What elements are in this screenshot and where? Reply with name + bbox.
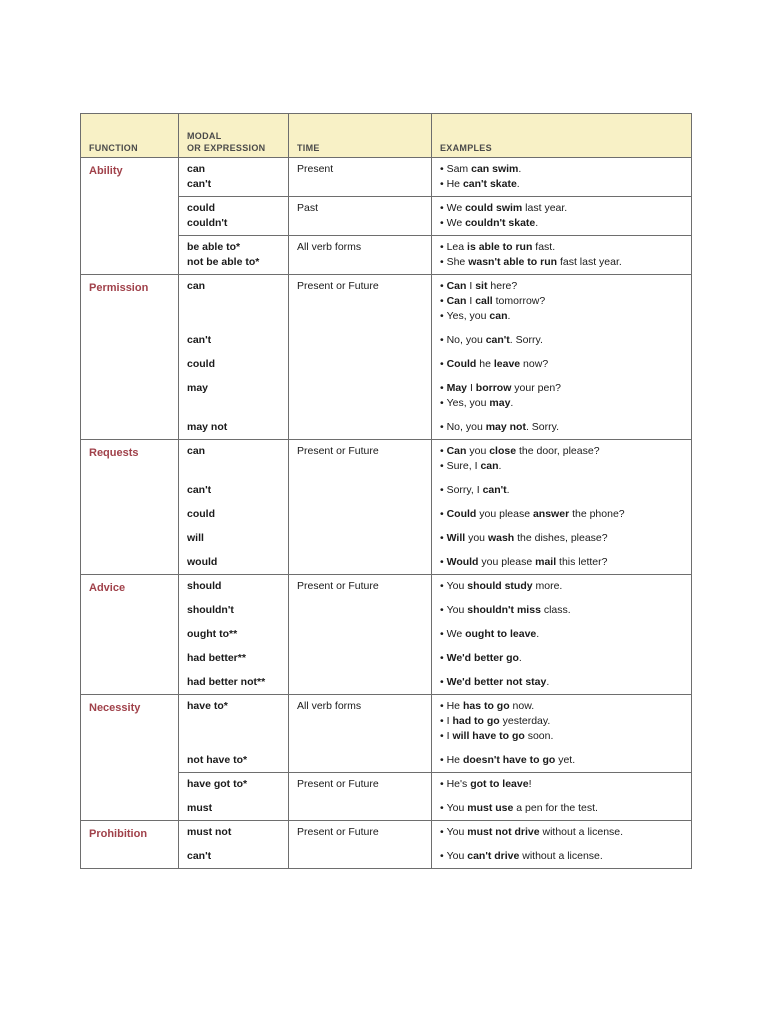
- example-text: No, you: [446, 421, 486, 433]
- example-text: the door, please?: [516, 445, 600, 457]
- examples-cell: [432, 158, 692, 197]
- example-group: [440, 753, 683, 768]
- table-row: [81, 695, 692, 773]
- example-text: you: [465, 532, 488, 544]
- example-modal-phrase: can't: [482, 484, 507, 496]
- examples-cell: [432, 821, 692, 869]
- example-text: you please: [476, 508, 533, 520]
- example-sentence: [440, 603, 683, 618]
- example-text: yesterday.: [499, 715, 551, 727]
- example-group: [440, 531, 683, 546]
- modal-expression: can't: [187, 484, 212, 496]
- example-text: I: [466, 280, 476, 292]
- example-sentence: [440, 849, 683, 864]
- example-modal-phrase: got to leave: [470, 778, 529, 790]
- example-text: now.: [509, 700, 535, 712]
- modal-cell: [179, 695, 289, 773]
- modal-expression: would: [187, 556, 218, 568]
- example-sentence: [440, 579, 683, 594]
- example-group: [440, 381, 683, 411]
- example-modal-phrase: Could: [446, 508, 477, 520]
- example-modal-phrase: will have to go: [452, 730, 525, 742]
- example-modal-phrase: Could: [446, 358, 477, 370]
- modal-expression: couldn't: [187, 217, 228, 229]
- example-modal-phrase: can swim: [471, 163, 519, 175]
- example-text: last year.: [522, 202, 568, 214]
- example-group: [440, 579, 683, 594]
- example-modal-phrase: can't drive: [467, 850, 520, 862]
- modal-cell: [179, 821, 289, 869]
- example-group: [440, 603, 683, 618]
- example-modal-phrase: Can: [446, 280, 467, 292]
- example-group: [440, 483, 683, 498]
- modal-expression: can't: [187, 850, 212, 862]
- modal-expression: had better**: [187, 652, 246, 664]
- example-group: [440, 801, 683, 816]
- example-text: He: [446, 754, 463, 766]
- example-modal-phrase: May: [446, 382, 468, 394]
- example-group: [440, 357, 683, 372]
- modal-expression: not be able to*: [187, 256, 260, 268]
- example-text: .: [506, 484, 510, 496]
- example-text: .: [507, 310, 511, 322]
- example-text: .: [536, 628, 540, 640]
- example-sentence: [440, 201, 683, 216]
- example-text: .: [518, 163, 522, 175]
- modal-expression: must not: [187, 826, 232, 838]
- examples-cell: [432, 773, 692, 821]
- example-text: more.: [532, 580, 563, 592]
- example-text: . Sorry.: [509, 334, 543, 346]
- modal-expression: should: [187, 580, 222, 592]
- example-text: I: [467, 382, 476, 394]
- example-text: He: [446, 178, 463, 190]
- example-group: [440, 279, 683, 324]
- table-body: [81, 158, 692, 869]
- example-modal-phrase: wasn't able to run: [468, 256, 558, 268]
- time-cell: Present or Future: [289, 275, 432, 440]
- modal-expression: may not: [187, 421, 228, 433]
- examples-cell: [432, 275, 692, 440]
- example-text: a pen for the test.: [513, 802, 598, 814]
- example-modal-phrase: sit: [475, 280, 488, 292]
- examples-cell: [432, 197, 692, 236]
- example-modal-phrase: call: [475, 295, 493, 307]
- example-sentence: [440, 294, 683, 309]
- example-sentence: [440, 729, 683, 744]
- header-examples: EXAMPLES: [432, 114, 692, 158]
- example-sentence: [440, 309, 683, 324]
- modal-expression: will: [187, 532, 204, 544]
- example-text: Sure, I: [446, 460, 481, 472]
- modal-expression: ought to**: [187, 628, 238, 640]
- table-row: [81, 440, 692, 575]
- example-modal-phrase: could swim: [465, 202, 523, 214]
- header-time: TIME: [289, 114, 432, 158]
- example-sentence: [440, 279, 683, 294]
- example-modal-phrase: We'd better not stay: [446, 676, 547, 688]
- example-modal-phrase: doesn't have to go: [462, 754, 556, 766]
- modal-cell: [179, 773, 289, 821]
- example-group: [440, 699, 683, 744]
- example-text: the dishes, please?: [514, 532, 608, 544]
- examples-cell: [432, 575, 692, 695]
- example-text: this letter?: [556, 556, 608, 568]
- example-sentence: [440, 420, 683, 435]
- table-row: [81, 821, 692, 869]
- modal-expression: shouldn't: [187, 604, 234, 616]
- example-sentence: [440, 531, 683, 546]
- modal-cell: [179, 575, 289, 695]
- example-modal-phrase: is able to run: [467, 241, 533, 253]
- example-text: without a license.: [539, 826, 624, 838]
- modal-expression: can: [187, 280, 206, 292]
- example-group: [440, 825, 683, 840]
- modal-expression: have to*: [187, 700, 228, 712]
- modal-cell: [179, 236, 289, 275]
- example-modal-phrase: can: [480, 460, 499, 472]
- example-sentence: [440, 216, 683, 231]
- modal-cell: [179, 158, 289, 197]
- example-modal-phrase: Can: [446, 445, 467, 457]
- example-text: your pen?: [511, 382, 562, 394]
- time-cell: Past: [289, 197, 432, 236]
- modal-expression: can't: [187, 334, 212, 346]
- time-cell: All verb forms: [289, 236, 432, 275]
- example-text: He's: [446, 778, 471, 790]
- modal-cell: [179, 440, 289, 575]
- example-sentence: [440, 444, 683, 459]
- function-cell: Permission: [81, 275, 179, 440]
- modal-expression: may: [187, 382, 209, 394]
- example-text: . Sorry.: [525, 421, 560, 433]
- example-text: now?: [520, 358, 549, 370]
- modal-cell: [179, 197, 289, 236]
- modal-expression: had better not**: [187, 676, 266, 688]
- example-modal-phrase: We'd better go: [446, 652, 519, 664]
- example-group: [440, 777, 683, 792]
- example-modal-phrase: should study: [467, 580, 533, 592]
- example-sentence: [440, 753, 683, 768]
- example-text: .: [516, 178, 520, 190]
- example-sentence: [440, 240, 683, 255]
- function-cell: Advice: [81, 575, 179, 695]
- example-text: You: [446, 802, 468, 814]
- example-group: [440, 507, 683, 522]
- example-text: .: [535, 217, 539, 229]
- example-sentence: [440, 555, 683, 570]
- example-group: [440, 420, 683, 435]
- example-sentence: [440, 177, 683, 192]
- example-modal-phrase: wash: [487, 532, 515, 544]
- example-text: No, you: [446, 334, 486, 346]
- modal-expression: be able to*: [187, 241, 241, 253]
- example-group: [440, 651, 683, 666]
- modal-expression: must: [187, 802, 213, 814]
- example-modal-phrase: Will: [446, 532, 466, 544]
- example-group: [440, 555, 683, 570]
- example-modal-phrase: ought to leave: [465, 628, 537, 640]
- time-cell: All verb forms: [289, 695, 432, 773]
- example-modal-phrase: Can: [446, 295, 467, 307]
- function-cell: Ability: [81, 158, 179, 275]
- example-sentence: [440, 699, 683, 714]
- example-group: [440, 333, 683, 348]
- modal-cell: [179, 275, 289, 440]
- example-modal-phrase: close: [489, 445, 517, 457]
- example-sentence: [440, 825, 683, 840]
- example-text: .: [498, 460, 502, 472]
- example-group: [440, 444, 683, 474]
- modal-expression: not have to*: [187, 754, 248, 766]
- example-sentence: [440, 801, 683, 816]
- example-text: he: [476, 358, 494, 370]
- example-text: Sam: [446, 163, 472, 175]
- modal-expression: could: [187, 358, 215, 370]
- header-modal: MODAL OR EXPRESSION: [179, 114, 289, 158]
- example-sentence: [440, 777, 683, 792]
- examples-cell: [432, 440, 692, 575]
- example-modal-phrase: shouldn't miss: [467, 604, 541, 616]
- example-text: Yes, you: [446, 310, 490, 322]
- example-sentence: [440, 396, 683, 411]
- time-cell: Present or Future: [289, 773, 432, 821]
- example-modal-phrase: can't: [485, 334, 510, 346]
- example-text: tomorrow?: [492, 295, 546, 307]
- example-text: We: [446, 202, 466, 214]
- example-sentence: [440, 651, 683, 666]
- example-modal-phrase: Would: [446, 556, 479, 568]
- example-text: soon.: [524, 730, 554, 742]
- example-modal-phrase: can: [489, 310, 508, 322]
- example-text: fast.: [532, 241, 556, 253]
- example-modal-phrase: had to go: [452, 715, 500, 727]
- example-sentence: [440, 381, 683, 396]
- time-cell: Present or Future: [289, 575, 432, 695]
- example-sentence: [440, 507, 683, 522]
- example-text: You: [446, 850, 468, 862]
- example-text: without a license.: [519, 850, 603, 862]
- table-header: [81, 114, 692, 158]
- example-text: You: [446, 826, 468, 838]
- example-sentence: [440, 714, 683, 729]
- example-sentence: [440, 162, 683, 177]
- example-sentence: [440, 333, 683, 348]
- example-modal-phrase: must use: [467, 802, 514, 814]
- example-sentence: [440, 483, 683, 498]
- examples-cell: [432, 695, 692, 773]
- example-sentence: [440, 357, 683, 372]
- example-sentence: [440, 675, 683, 690]
- example-modal-phrase: may: [489, 397, 511, 409]
- example-text: He: [446, 700, 463, 712]
- example-text: you please: [478, 556, 536, 568]
- example-modal-phrase: has to go: [462, 700, 510, 712]
- table-row: [81, 575, 692, 695]
- examples-cell: [432, 236, 692, 275]
- example-sentence: [440, 627, 683, 642]
- modal-expression: could: [187, 202, 215, 214]
- example-modal-phrase: leave: [493, 358, 521, 370]
- time-cell: Present or Future: [289, 440, 432, 575]
- example-modal-phrase: couldn't skate: [465, 217, 536, 229]
- table-row: [81, 158, 692, 197]
- example-text: class.: [540, 604, 571, 616]
- time-cell: Present or Future: [289, 821, 432, 869]
- example-modal-phrase: can't skate: [462, 178, 517, 190]
- example-sentence: [440, 459, 683, 474]
- example-modal-phrase: borrow: [475, 382, 512, 394]
- modals-table: [80, 113, 692, 869]
- example-text: I: [446, 730, 453, 742]
- function-cell: Prohibition: [81, 821, 179, 869]
- example-group: [440, 849, 683, 864]
- modal-expression: can: [187, 163, 206, 175]
- example-modal-phrase: mail: [535, 556, 557, 568]
- example-text: fast last year.: [557, 256, 622, 268]
- function-cell: Requests: [81, 440, 179, 575]
- example-group: [440, 627, 683, 642]
- header-function: FUNCTION: [81, 114, 179, 158]
- example-text: you: [466, 445, 490, 457]
- example-text: !: [528, 778, 532, 790]
- example-modal-phrase: must not drive: [467, 826, 540, 838]
- example-text: Lea: [446, 241, 468, 253]
- example-text: Sorry, I: [446, 484, 483, 496]
- example-text: You: [446, 604, 468, 616]
- function-cell: Necessity: [81, 695, 179, 821]
- example-text: She: [446, 256, 469, 268]
- modal-expression: can't: [187, 178, 212, 190]
- time-cell: Present: [289, 158, 432, 197]
- example-text: I: [466, 295, 476, 307]
- example-text: yet.: [555, 754, 576, 766]
- example-text: Yes, you: [446, 397, 490, 409]
- example-group: [440, 675, 683, 690]
- example-text: .: [518, 652, 522, 664]
- example-text: the phone?: [569, 508, 625, 520]
- table-row: [81, 275, 692, 440]
- example-modal-phrase: answer: [532, 508, 570, 520]
- example-text: You: [446, 580, 468, 592]
- modal-expression: can: [187, 445, 206, 457]
- modal-expression: could: [187, 508, 215, 520]
- modal-expression: have got to*: [187, 778, 248, 790]
- example-text: .: [510, 397, 514, 409]
- example-modal-phrase: may not: [485, 421, 526, 433]
- example-text: .: [546, 676, 550, 688]
- example-text: here?: [487, 280, 518, 292]
- example-text: I: [446, 715, 453, 727]
- example-text: We: [446, 217, 466, 229]
- example-text: We: [446, 628, 466, 640]
- example-sentence: [440, 255, 683, 270]
